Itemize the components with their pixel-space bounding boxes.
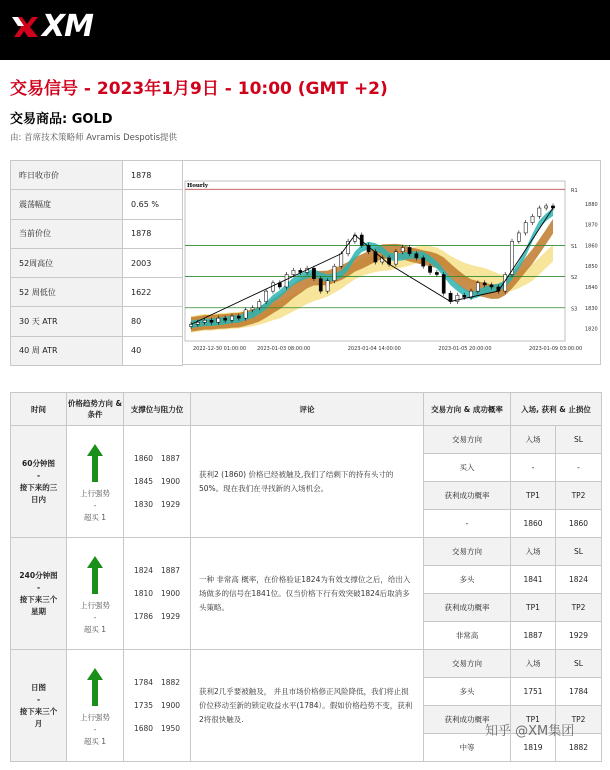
stat-row xyxy=(11,336,183,365)
header-direction: 交易方向 & 成功概率 xyxy=(424,393,511,426)
candle-body xyxy=(244,310,247,318)
entry-label: 入场 xyxy=(511,650,556,678)
x-tick-label: 2022-12-30 01:00:00 xyxy=(193,346,247,352)
sr-cell xyxy=(124,650,191,762)
timeframe-text: - xyxy=(36,582,41,592)
y-tick-label: 1870 xyxy=(585,222,598,229)
candle-body xyxy=(230,316,233,320)
signal-row xyxy=(11,426,602,454)
level-label-s2: S2 xyxy=(571,275,578,282)
tp1-value: 1887 xyxy=(511,622,556,650)
candle-body xyxy=(476,283,479,291)
candle-body xyxy=(340,254,343,266)
trend-cell xyxy=(67,650,124,762)
sr-level: 1735 xyxy=(133,701,154,710)
trend-text: 超买 1 xyxy=(83,512,107,522)
timeframe-text: 月 xyxy=(34,718,43,728)
sr-level: 1900 xyxy=(160,701,181,710)
x-tick-label: 2023-01-04 14:00:00 xyxy=(347,346,401,352)
candle-body xyxy=(394,252,397,264)
stat-value: 40 xyxy=(123,336,183,365)
timeframe-cell xyxy=(11,426,67,538)
timeframe-text: 接下来的三 xyxy=(19,482,58,492)
trend-text: 上行强势 xyxy=(80,712,110,722)
timeframe-text: 日内 xyxy=(31,494,46,504)
stat-label: 52 周低位 xyxy=(11,278,123,307)
y-tick-label: 1860 xyxy=(585,243,598,250)
x-tick-label: 2023-01-05 20:00:00 xyxy=(438,346,492,352)
stat-row xyxy=(11,219,183,248)
sl-value: - xyxy=(556,454,602,482)
candle-body xyxy=(538,208,541,216)
candle-body xyxy=(408,247,411,253)
candle-body xyxy=(196,322,199,324)
y-tick-label: 1850 xyxy=(585,264,598,271)
sr-level: 1950 xyxy=(160,724,181,733)
entry-value: - xyxy=(511,454,556,482)
sr-level: 1929 xyxy=(160,612,181,621)
stat-label: 52周高位 xyxy=(11,248,123,277)
timeframe-text: 240分钟图 xyxy=(19,570,58,580)
signal-table-header xyxy=(11,393,602,426)
tp2-label: TP2 xyxy=(556,706,602,734)
stat-label: 40 周 ATR xyxy=(11,336,123,365)
candle-body xyxy=(449,293,452,301)
trend-text: - xyxy=(93,724,97,734)
entry-value: 1841 xyxy=(511,566,556,594)
sr-level: 1784 xyxy=(133,678,154,687)
market-stats-table xyxy=(10,160,183,366)
header-time: 时间 xyxy=(11,393,67,426)
trend-cell xyxy=(67,426,124,538)
stat-label: 震荡幅度 xyxy=(11,190,123,219)
candle-body xyxy=(422,258,425,266)
candle-body xyxy=(531,216,534,222)
sr-level: 1887 xyxy=(160,566,181,575)
tp2-value: 1860 xyxy=(556,510,602,538)
watermark: 知乎 @XM集团 xyxy=(485,724,575,739)
trend-cell xyxy=(67,538,124,650)
sr-level: 1845 xyxy=(133,477,154,486)
candle-body xyxy=(237,316,240,318)
candle-body xyxy=(551,206,554,208)
chart-svg xyxy=(183,161,601,366)
candle-body xyxy=(483,283,486,285)
trend-text: - xyxy=(93,612,97,622)
candle-body xyxy=(189,324,192,326)
candle-body xyxy=(251,308,254,310)
direction-label: 交易方向 xyxy=(424,538,511,566)
trend-text: 上行强势 xyxy=(80,600,110,610)
y-tick-label: 1880 xyxy=(585,201,598,208)
trend-text: 超买 1 xyxy=(83,624,107,634)
y-tick-label: 1840 xyxy=(585,284,598,291)
entry-value: 1751 xyxy=(511,678,556,706)
direction-value: 买入 xyxy=(424,454,511,482)
tp2-value: 1882 xyxy=(556,734,602,762)
y-tick-label: 1830 xyxy=(585,305,598,312)
tp1-label: TP1 xyxy=(511,482,556,510)
candle-body xyxy=(463,295,466,297)
level-label-s1: S1 xyxy=(571,243,578,250)
price-chart xyxy=(183,160,601,365)
candle-body xyxy=(319,279,322,291)
xm-logo-icon xyxy=(10,14,40,40)
tp1-value: 1819 xyxy=(511,734,556,762)
sr-level: 1887 xyxy=(160,454,181,463)
tp2-label: TP2 xyxy=(556,482,602,510)
trend-text: 超买 1 xyxy=(83,736,107,746)
tp1-value: 1860 xyxy=(511,510,556,538)
up-arrow-icon xyxy=(87,556,103,594)
sr-level: 1900 xyxy=(160,477,181,486)
sl-label: SL xyxy=(556,426,602,454)
signal-table xyxy=(10,392,602,762)
sr-level: 1882 xyxy=(160,678,181,687)
signal-row xyxy=(11,650,602,678)
direction-value: 多头 xyxy=(424,678,511,706)
timeframe-cell xyxy=(11,650,67,762)
sr-cell xyxy=(124,426,191,538)
instrument-heading: 交易商品: GOLD xyxy=(10,112,113,127)
page-title: 交易信号 - 2023年1月9日 - 10:00 (GMT +2) xyxy=(10,79,388,99)
stat-label: 当前价位 xyxy=(11,219,123,248)
sl-label: SL xyxy=(556,538,602,566)
candle-body xyxy=(510,241,513,274)
level-label-r1: R1 xyxy=(571,187,578,194)
header-entry-tp-sl: 入场, 获利 & 止损位 xyxy=(511,393,602,426)
stat-label: 昨日收市价 xyxy=(11,161,123,190)
candle-body xyxy=(333,266,336,281)
sr-level: 1929 xyxy=(160,500,181,509)
candle-body xyxy=(217,318,220,322)
sl-label: SL xyxy=(556,650,602,678)
tp2-label: TP2 xyxy=(556,594,602,622)
author-line: 由: 首席技术策略师 Avramis Despotis提供 xyxy=(10,133,178,143)
timeframe-text: 星期 xyxy=(31,606,46,616)
candle-body xyxy=(490,285,493,287)
probability-label: 获利成功概率 xyxy=(424,594,511,622)
header-comment: 评论 xyxy=(191,393,424,426)
tp1-label: TP1 xyxy=(511,706,556,734)
stat-row xyxy=(11,307,183,336)
stat-value: 0.65 % xyxy=(123,190,183,219)
probability-value: - xyxy=(424,510,511,538)
candle-body xyxy=(271,283,274,291)
probability-value: 非常高 xyxy=(424,622,511,650)
timeframe-cell xyxy=(11,538,67,650)
candle-body xyxy=(285,275,288,287)
probability-label: 获利成功概率 xyxy=(424,706,511,734)
candle-body xyxy=(428,266,431,272)
stat-value: 1622 xyxy=(123,278,183,307)
candle-body xyxy=(517,233,520,241)
header-sr: 支撑位与阻力位 xyxy=(124,393,191,426)
chart-title: Hourly xyxy=(187,183,209,189)
y-tick-label: 1820 xyxy=(585,326,598,333)
stat-value: 80 xyxy=(123,307,183,336)
candle-body xyxy=(415,254,418,258)
sr-level: 1786 xyxy=(133,612,154,621)
comment-cell: 一种 非常高 概率，在价格验证1824为有效支撑位之后，给出入场做多的信号在1841位。仅当价格下行有效突破1824后取消多头策略。 xyxy=(191,538,424,650)
timeframe-text: 接下来三个 xyxy=(19,706,58,716)
candle-body xyxy=(401,247,404,251)
x-tick-label: 2023-01-09 03:00:00 xyxy=(529,346,583,352)
logo-text: XM xyxy=(42,9,93,44)
candle-body xyxy=(545,206,548,208)
x-tick-label: 2023-01-03 08:00:00 xyxy=(257,346,311,352)
candle-body xyxy=(203,320,206,322)
comment-cell: 获利2几乎要被触及， 并且市场价格修正风险降低，我们将止损价位移动至新的锁定收益水平(1784）。假如价格趋势不变，获利2将很快触及. xyxy=(191,650,424,762)
candle-body xyxy=(312,268,315,278)
timeframe-text: 接下来三个 xyxy=(19,594,58,604)
entry-label: 入场 xyxy=(511,426,556,454)
sr-level: 1860 xyxy=(133,454,154,463)
trend-text: - xyxy=(93,500,97,510)
stat-row xyxy=(11,190,183,219)
sl-value: 1824 xyxy=(556,566,602,594)
header-trend: 价格趋势方向 & 条件 xyxy=(67,393,124,426)
direction-label: 交易方向 xyxy=(424,650,511,678)
candle-body xyxy=(292,270,295,274)
probability-value: 中等 xyxy=(424,734,511,762)
timeframe-text: - xyxy=(36,470,41,480)
level-label-s3: S3 xyxy=(571,306,578,313)
xm-logo[interactable] xyxy=(10,10,93,44)
direction-value: 多头 xyxy=(424,566,511,594)
sr-level: 1830 xyxy=(133,500,154,509)
up-arrow-icon xyxy=(87,668,103,706)
candle-body xyxy=(326,281,329,291)
comment-cell: 获利2 (1860) 价格已经被触及,我们了结剩下的持有头寸的 50%。现在我们在寻找新的入场机会。 xyxy=(191,426,424,538)
stat-label: 30 天 ATR xyxy=(11,307,123,336)
stat-value: 1878 xyxy=(123,161,183,190)
tp1-label: TP1 xyxy=(511,594,556,622)
stat-value: 1878 xyxy=(123,219,183,248)
probability-label: 获利成功概率 xyxy=(424,482,511,510)
candle-body xyxy=(265,291,268,301)
sr-level: 1824 xyxy=(133,566,154,575)
candle-body xyxy=(442,275,445,294)
sr-cell xyxy=(124,538,191,650)
stat-row xyxy=(11,161,183,190)
sr-level: 1810 xyxy=(133,589,154,598)
stat-value: 2003 xyxy=(123,248,183,277)
entry-label: 入场 xyxy=(511,538,556,566)
candle-body xyxy=(210,320,213,322)
timeframe-text: - xyxy=(36,694,41,704)
tp2-value: 1929 xyxy=(556,622,602,650)
timeframe-text: 日图 xyxy=(31,682,46,692)
sr-level: 1680 xyxy=(133,724,154,733)
sl-value: 1784 xyxy=(556,678,602,706)
candle-body xyxy=(524,223,527,233)
stat-row xyxy=(11,278,183,307)
candle-body xyxy=(435,272,438,274)
up-arrow-icon xyxy=(87,444,103,482)
candle-body xyxy=(258,302,261,308)
timeframe-text: 60分钟图 xyxy=(22,458,55,468)
direction-label: 交易方向 xyxy=(424,426,511,454)
stat-row xyxy=(11,248,183,277)
candle-body xyxy=(224,318,227,320)
top-bar xyxy=(0,0,610,60)
signal-row xyxy=(11,538,602,566)
sr-level: 1900 xyxy=(160,589,181,598)
trend-text: 上行强势 xyxy=(80,488,110,498)
